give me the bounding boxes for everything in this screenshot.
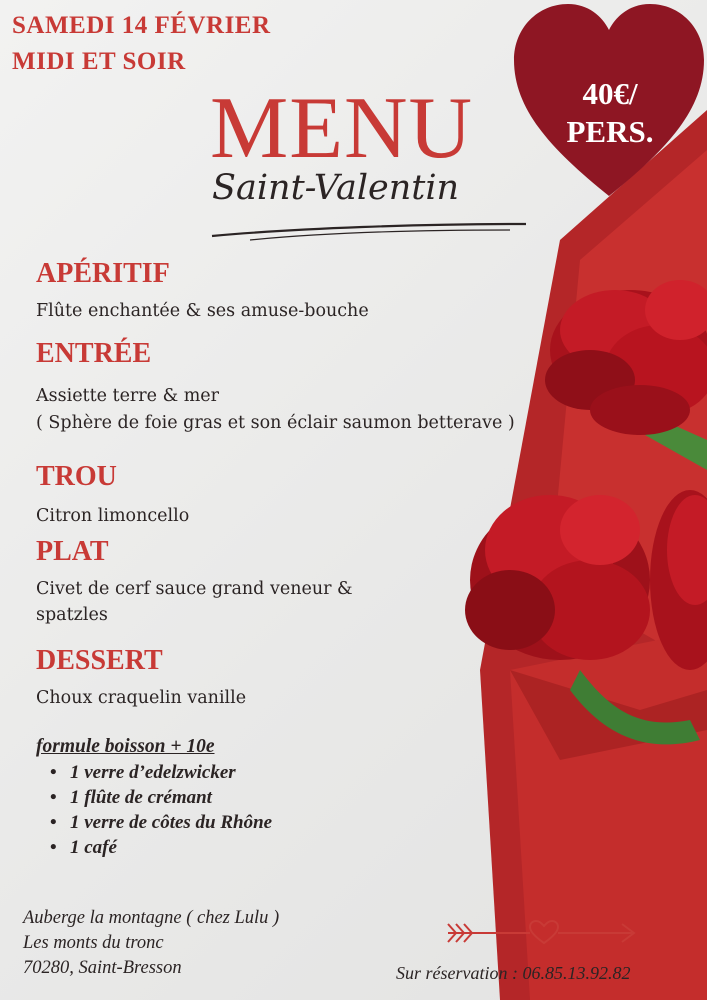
address-line-1: Auberge la montagne ( chez Lulu ) — [23, 908, 280, 928]
address-line-3: 70280, Saint-Bresson — [23, 958, 182, 978]
section-entree-text-1: Assiette terre & mer — [36, 386, 220, 406]
section-trou-text: Citron limoncello — [36, 506, 190, 526]
drinks-formula-title: formule boisson + 10e — [36, 736, 215, 757]
drinks-formula-item: • 1 flûte de crémant — [48, 785, 272, 810]
price-amount: 40€/ — [582, 76, 638, 111]
carnation-bouquet-image — [440, 110, 707, 1000]
section-aperitif-text: Flûte enchantée & ses amuse-bouche — [36, 301, 369, 321]
drinks-formula-item: • 1 café — [48, 835, 272, 860]
menu-title: MENU — [210, 80, 474, 177]
reservation-phone: Sur réservation : 06.85.13.92.82 — [396, 963, 631, 983]
drinks-formula-item: • 1 verre de côtes du Rhône — [48, 810, 272, 835]
section-plat-text-2: spatzles — [36, 605, 108, 625]
event-time: MIDI ET SOIR — [12, 48, 186, 75]
subtitle-underline — [210, 218, 530, 242]
event-date: SAMEDI 14 FÉVRIER — [12, 12, 271, 39]
address-line-2: Les monts du tronc — [23, 933, 164, 953]
section-entree-title: ENTRÉE — [36, 338, 152, 369]
arrow-heart-icon — [446, 918, 638, 948]
section-plat-text-1: Civet de cerf sauce grand veneur & — [36, 579, 353, 599]
section-plat-title: PLAT — [36, 536, 109, 567]
drinks-formula-list — [48, 760, 272, 860]
section-dessert-text: Choux craquelin vanille — [36, 688, 247, 708]
price-unit: PERS. — [566, 114, 654, 149]
section-trou-title: TROU — [36, 461, 117, 492]
drinks-formula-item: • 1 verre d’edelzwicker — [48, 760, 272, 785]
section-entree-text-2: ( Sphère de foie gras et son éclair saumon betterave ) — [36, 413, 515, 433]
menu-subtitle: Saint-Valentin — [212, 168, 460, 208]
section-aperitif-title: APÉRITIF — [36, 258, 170, 289]
section-dessert-title: DESSERT — [36, 645, 163, 676]
